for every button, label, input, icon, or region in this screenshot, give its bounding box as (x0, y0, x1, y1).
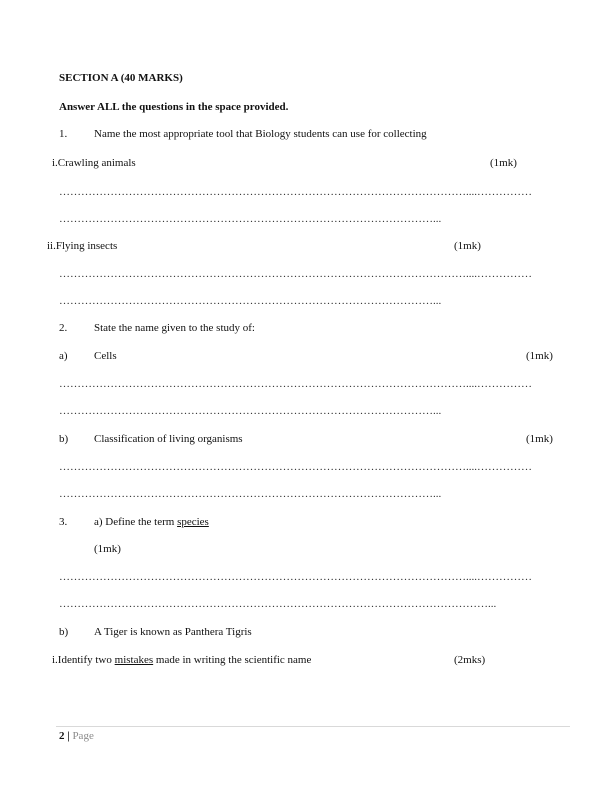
q2-number: 2. (59, 322, 68, 334)
answer-line[interactable]: …………………………………………………………………………………………………....…………… (59, 268, 532, 280)
page-footer (59, 730, 94, 743)
answer-line[interactable]: …………………………………………………………………………………………... (59, 213, 442, 225)
q1-i-label: i.Crawling animals (52, 157, 136, 169)
q3-bi-suffix: made in writing the scientific name (153, 654, 312, 666)
page-separator: | (64, 730, 73, 742)
section-instruction: Answer ALL the questions in the space provided. (59, 101, 289, 113)
q3-a-prefix: a) Define the term (94, 516, 178, 528)
q3-a-text (94, 516, 209, 529)
q1-ii-marks: (1mk) (454, 240, 481, 252)
answer-line[interactable]: …………………………………………………………………………………………………....…………… (59, 571, 532, 583)
q2-a-letter: a) (59, 350, 68, 362)
q3-bi-term: mistakes (114, 654, 154, 666)
q2-a-marks: (1mk) (526, 350, 553, 362)
q3-b-letter: b) (59, 626, 69, 638)
answer-line[interactable]: …………………………………………………………………………………………………....…………… (59, 186, 532, 198)
answer-line[interactable]: …………………………………………………………………………………………... (59, 405, 442, 417)
q3-b-label: A Tiger is known as Panthera Tigris (94, 626, 252, 638)
q1-i-marks: (1mk) (490, 157, 517, 169)
q2-b-label: Classification of living organisms (94, 433, 243, 445)
q3-a-marks: (1mk) (94, 543, 121, 555)
q1-text: Name the most appropriate tool that Biology students can use for collecting (94, 128, 427, 140)
q2-b-letter: b) (59, 433, 69, 445)
q3-bi-text (52, 654, 311, 667)
q1-ii-label: ii.Flying insects (47, 240, 118, 252)
footer-divider (56, 726, 570, 727)
q3-bi-prefix: i.Identify two (52, 654, 115, 666)
answer-line[interactable]: …………………………………………………………………………………………... (59, 488, 442, 500)
answer-line[interactable]: ………………………………………………………………………………………………………... (59, 598, 497, 610)
q1-number: 1. (59, 128, 68, 140)
q3-a-term: species (177, 516, 209, 528)
page-word: Page (72, 730, 94, 742)
answer-line[interactable]: …………………………………………………………………………………………………....…………… (59, 461, 532, 473)
answer-line[interactable]: …………………………………………………………………………………………………....…………… (59, 378, 532, 390)
answer-line[interactable]: …………………………………………………………………………………………... (59, 295, 442, 307)
section-heading: SECTION A (40 MARKS) (59, 72, 183, 84)
q2-text: State the name given to the study of: (94, 322, 255, 334)
q3-number: 3. (59, 516, 68, 528)
q2-a-label: Cells (94, 350, 117, 362)
q2-b-marks: (1mk) (526, 433, 553, 445)
q3-bi-marks: (2mks) (454, 654, 486, 666)
page-number: 2 (59, 730, 65, 742)
